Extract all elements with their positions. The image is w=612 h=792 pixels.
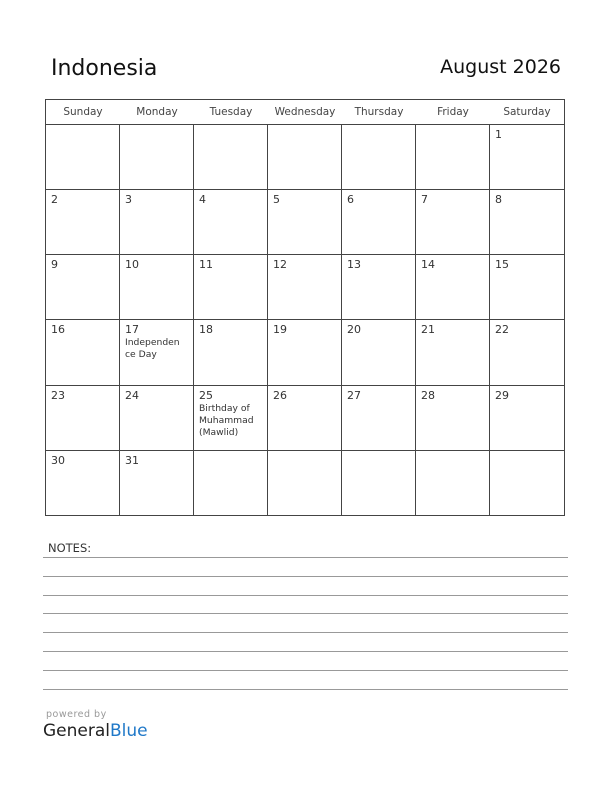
day-number: 28: [421, 388, 435, 402]
day-cell: [120, 320, 194, 385]
day-cell: [194, 386, 268, 451]
day-number: 23: [51, 388, 65, 402]
day-number: 4: [199, 193, 206, 207]
brand-part-general: General: [43, 721, 110, 741]
calendar-body: [46, 125, 564, 516]
powered-by-text: powered by: [46, 709, 107, 720]
day-cell: [46, 255, 120, 320]
day-cell: [416, 125, 490, 190]
day-cell: [46, 190, 120, 255]
day-cell: [268, 451, 342, 516]
day-cell: [490, 190, 564, 255]
day-cell: [490, 125, 564, 190]
day-number: 11: [199, 258, 213, 272]
day-number: 26: [273, 388, 287, 402]
calendar-grid: [45, 99, 565, 516]
notes-line: [43, 689, 568, 690]
day-number: 27: [347, 388, 361, 402]
day-cell: [490, 320, 564, 385]
day-cell: [46, 320, 120, 385]
weekday-monday: Monday: [136, 106, 178, 118]
country-title: Indonesia: [51, 56, 158, 81]
brand-logo: [43, 721, 148, 741]
day-number: 16: [51, 323, 65, 337]
notes-line: [43, 651, 568, 652]
month-year-title: August 2026: [440, 56, 561, 78]
day-cell: [342, 386, 416, 451]
day-number: 8: [495, 193, 502, 207]
day-cell: [194, 190, 268, 255]
day-number: 17: [125, 323, 139, 337]
day-number: 10: [125, 258, 139, 272]
day-cell: [46, 125, 120, 190]
day-number: 24: [125, 388, 139, 402]
day-cell: [268, 125, 342, 190]
day-cell: [46, 386, 120, 451]
day-number: 2: [51, 193, 58, 207]
day-cell: [120, 190, 194, 255]
weekday-friday: Friday: [437, 106, 469, 118]
day-cell: [194, 125, 268, 190]
day-cell: [268, 190, 342, 255]
day-number: 15: [495, 258, 509, 272]
notes-line: [43, 576, 568, 577]
day-cell: [120, 451, 194, 516]
day-number: 1: [495, 128, 502, 141]
day-cell: [416, 386, 490, 451]
day-cell: [120, 386, 194, 451]
day-number: 3: [125, 193, 132, 207]
day-number: 5: [273, 193, 280, 207]
day-cell: [120, 255, 194, 320]
day-cell: [490, 255, 564, 320]
weekday-sunday: Sunday: [63, 106, 103, 118]
holiday-label: Independen ce Day: [125, 337, 180, 361]
day-cell: [194, 255, 268, 320]
day-cell: [342, 451, 416, 516]
brand-part-blue: Blue: [110, 721, 148, 741]
day-number: 31: [125, 453, 139, 467]
notes-line: [43, 613, 568, 614]
notes-line: [43, 670, 568, 671]
day-cell: [342, 190, 416, 255]
day-cell: [416, 190, 490, 255]
day-cell: [342, 320, 416, 385]
day-number: 22: [495, 323, 509, 337]
day-cell: [416, 255, 490, 320]
day-cell: [194, 320, 268, 385]
day-cell: [416, 451, 490, 516]
day-cell: [490, 451, 564, 516]
weekday-header: [46, 100, 564, 125]
day-cell: [46, 451, 120, 516]
day-number: 21: [421, 323, 435, 337]
day-cell: [490, 386, 564, 451]
day-number: 19: [273, 323, 287, 337]
notes-line: [43, 595, 568, 596]
day-cell: [342, 125, 416, 190]
day-number: 25: [199, 388, 213, 402]
notes-line: [43, 557, 568, 558]
day-cell: [268, 255, 342, 320]
day-number: 12: [273, 258, 287, 272]
day-number: 30: [51, 453, 65, 467]
day-number: 29: [495, 388, 509, 402]
day-cell: [268, 320, 342, 385]
day-number: 9: [51, 258, 58, 272]
day-number: 14: [421, 258, 435, 272]
weekday-tuesday: Tuesday: [209, 106, 253, 118]
day-cell: [342, 255, 416, 320]
holiday-label: Birthday of Muhammad (Mawlid): [199, 402, 254, 438]
weekday-saturday: Saturday: [503, 106, 551, 118]
day-number: 20: [347, 323, 361, 337]
notes-label: NOTES:: [48, 541, 92, 555]
day-number: 7: [421, 193, 428, 207]
notes-line: [43, 632, 568, 633]
day-cell: [120, 125, 194, 190]
weekday-wednesday: Wednesday: [274, 106, 336, 118]
day-cell: [268, 386, 342, 451]
day-number: 13: [347, 258, 361, 272]
day-number: 6: [347, 193, 354, 207]
day-number: 18: [199, 323, 213, 337]
day-cell: [194, 451, 268, 516]
day-cell: [416, 320, 490, 385]
weekday-thursday: Thursday: [354, 106, 404, 118]
